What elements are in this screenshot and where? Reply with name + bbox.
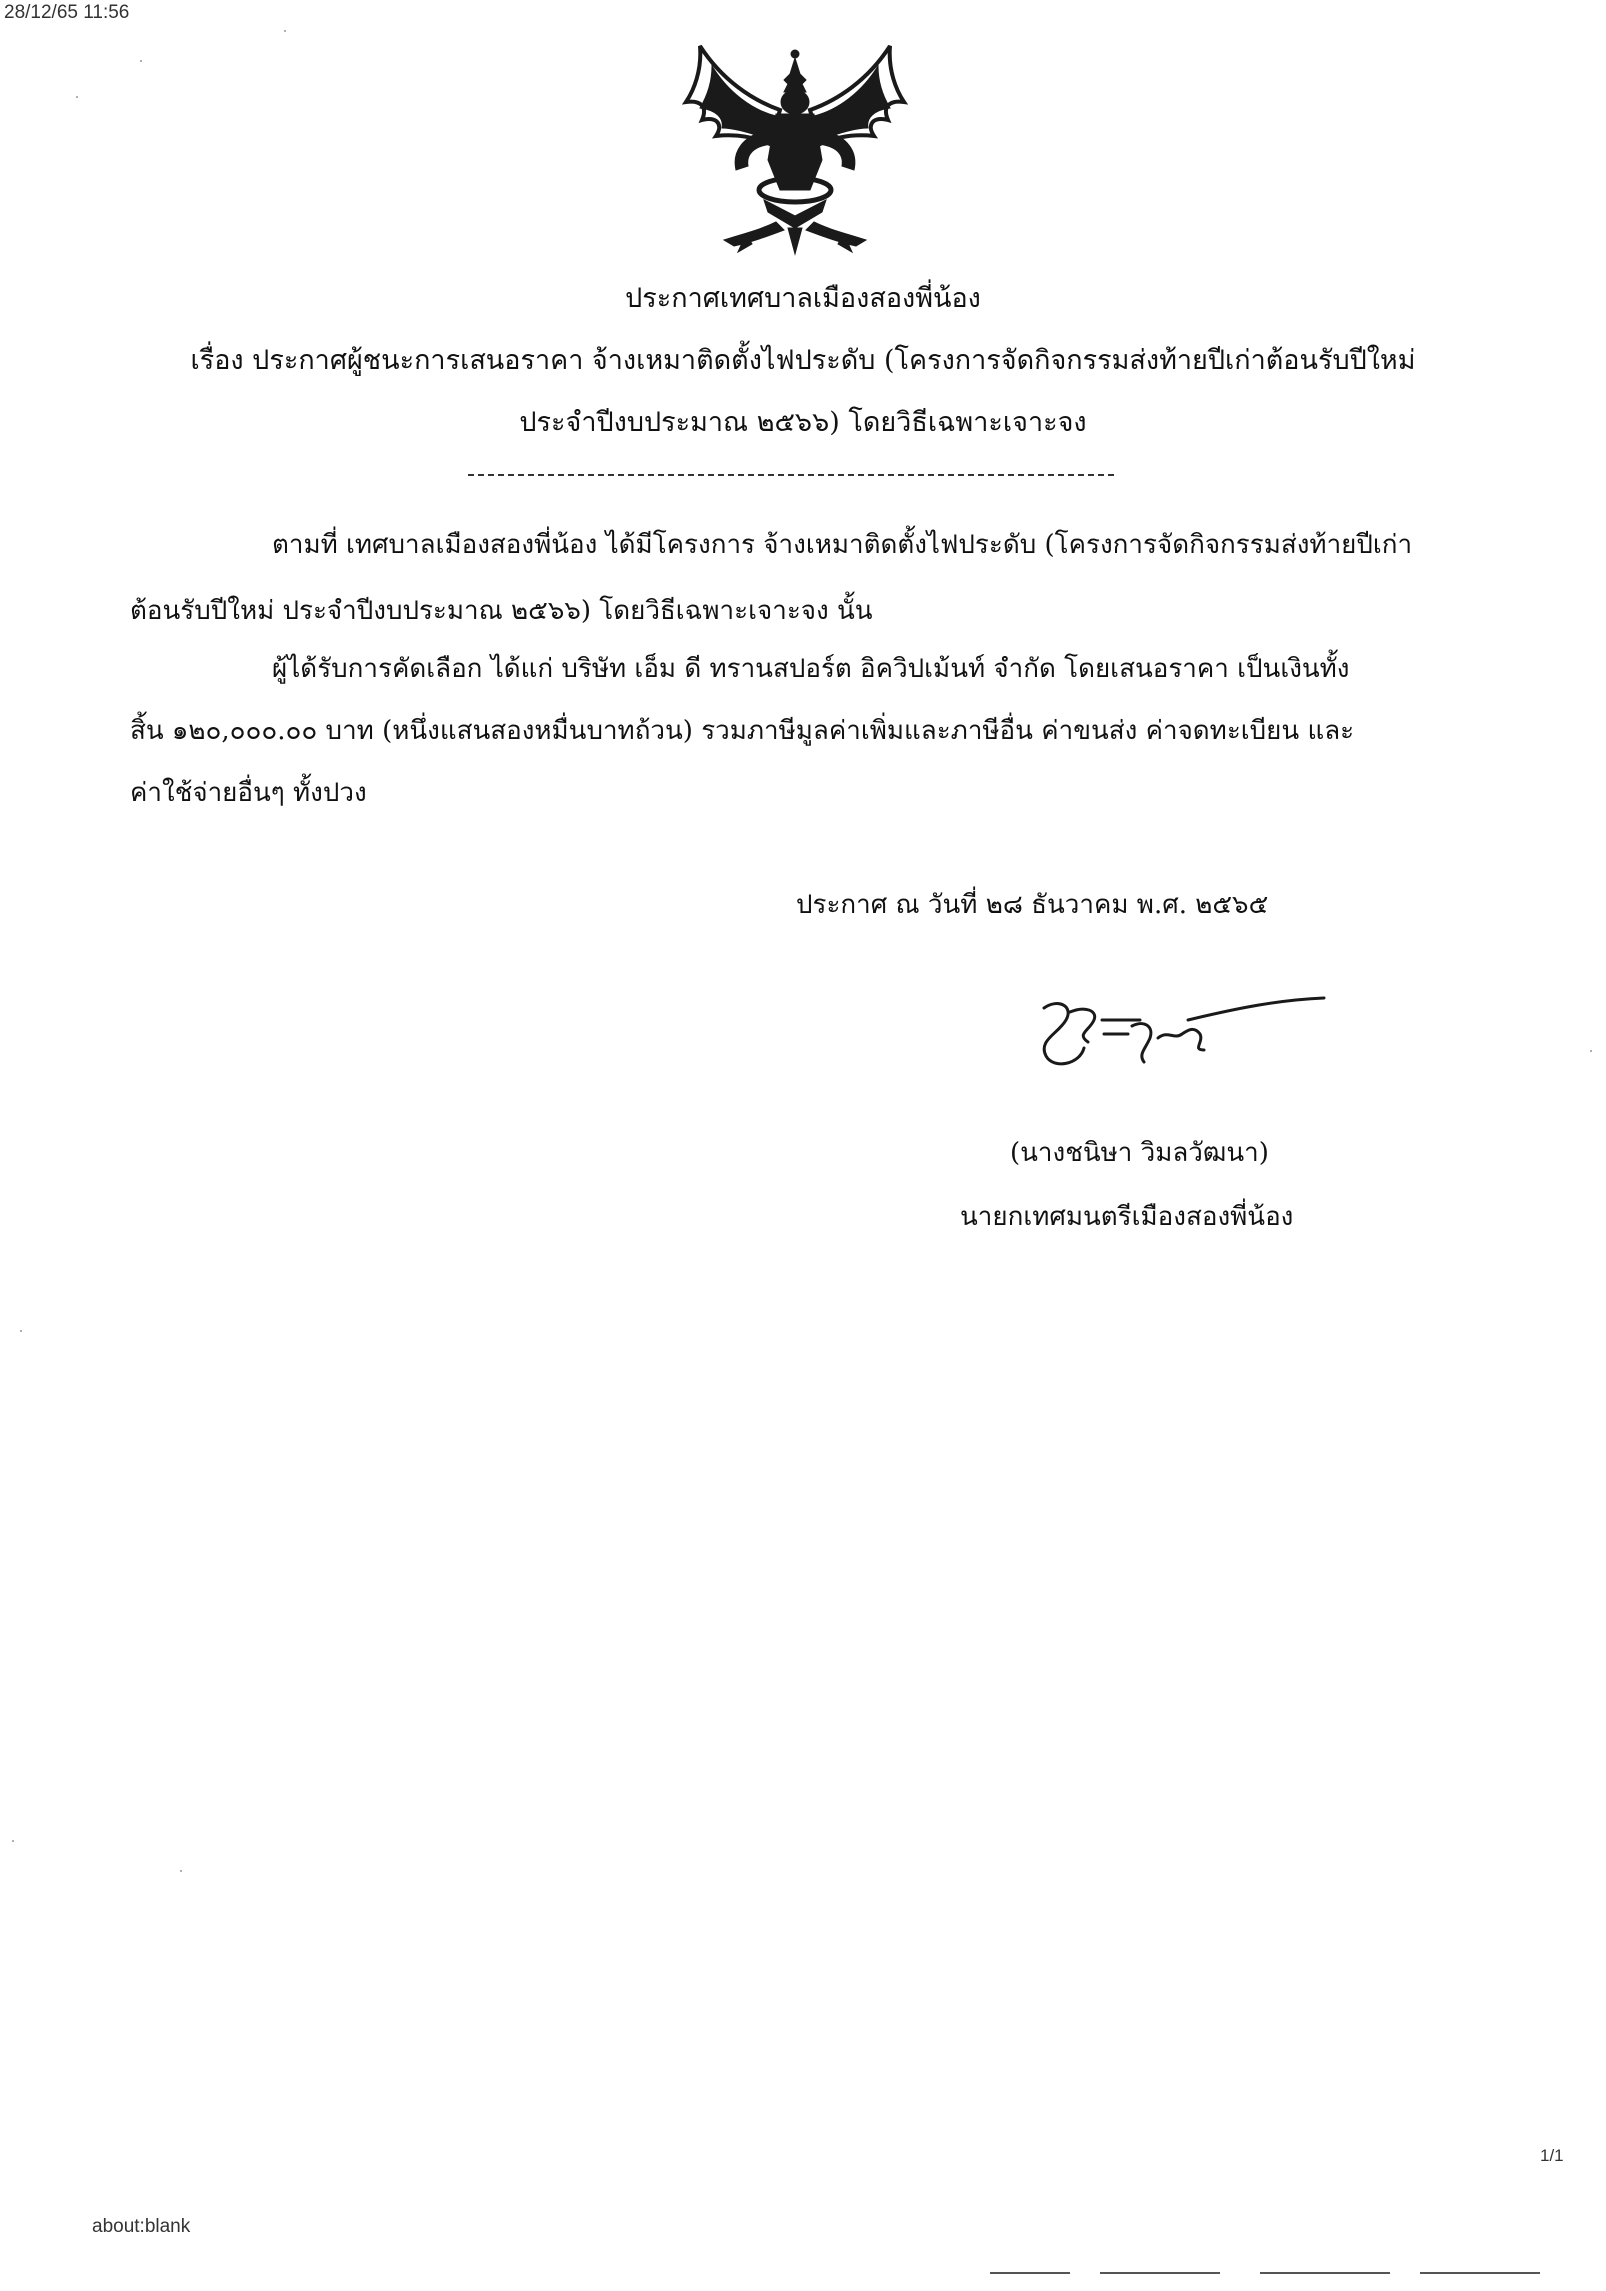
- paragraph-1-line-2: ต้อนรับปีใหม่ ประจำปีงบประมาณ ๒๕๖๖) โดยวิธีเฉพาะเจาะจง นั้น: [130, 596, 873, 626]
- scan-speck: [20, 1330, 22, 1332]
- handwritten-signature-icon: [1028, 990, 1328, 1080]
- document-title: ประกาศเทศบาลเมืองสองพี่น้อง: [625, 283, 981, 314]
- paragraph-2-line-2: สิ้น ๑๒๐,๐๐๐.๐๐ บาท (หนึ่งแสนสองหมื่นบาทถ้วน) รวมภาษีมูลค่าเพิ่มและภาษีอื่น ค่าขนส่ง ค่าจดทะเบียน และ: [130, 716, 1355, 746]
- scan-speck: [76, 96, 78, 98]
- print-header-datetime: 28/12/65 11:56: [4, 2, 130, 23]
- footer-rule-segment: [1420, 2272, 1540, 2274]
- paragraph-1-line-1: ตามที่ เทศบาลเมืองสองพี่น้อง ได้มีโครงการ จ้างเหมาติดตั้งไฟประดับ (โครงการจัดกิจกรรมส่งท้ายปีเก่า: [272, 530, 1413, 560]
- document-subject-line-2: ประจำปีงบประมาณ ๒๕๖๖) โดยวิธีเฉพาะเจาะจง: [519, 407, 1087, 438]
- scan-speck: [140, 60, 142, 62]
- scan-speck: [284, 30, 286, 32]
- footer-rule-segment: [1100, 2272, 1220, 2274]
- print-footer-page-number: 1/1: [1540, 2146, 1564, 2165]
- announcement-date: ประกาศ ณ วันที่ ๒๘ ธันวาคม พ.ศ. ๒๕๖๕: [796, 890, 1269, 920]
- garuda-emblem-icon: [672, 40, 918, 256]
- print-footer-url: about:blank: [92, 2216, 191, 2237]
- scan-speck: [180, 1870, 182, 1872]
- scan-speck: [1590, 1050, 1592, 1052]
- footer-rule-segment: [990, 2272, 1070, 2274]
- scan-speck: [12, 1840, 14, 1842]
- document-subject-line-1: เรื่อง ประกาศผู้ชนะการเสนอราคา จ้างเหมาติดตั้งไฟประดับ (โครงการจัดกิจกรรมส่งท้ายปีเก่าต้อนรับปีใหม่: [190, 345, 1416, 376]
- title-divider: [468, 474, 1114, 476]
- paragraph-2-line-1: ผู้ได้รับการคัดเลือก ได้แก่ บริษัท เอ็ม ดี ทรานสปอร์ต อิควิปเม้นท์ จำกัด โดยเสนอราคา เป็นเงินทั้ง: [272, 654, 1350, 684]
- paragraph-2-line-3: ค่าใช้จ่ายอื่นๆ ทั้งปวง: [130, 778, 367, 808]
- signer-position: นายกเทศมนตรีเมืองสองพี่น้อง: [960, 1202, 1294, 1232]
- signer-name: (นางชนิษา วิมลวัฒนา): [1010, 1138, 1269, 1168]
- footer-rule-segment: [1260, 2272, 1390, 2274]
